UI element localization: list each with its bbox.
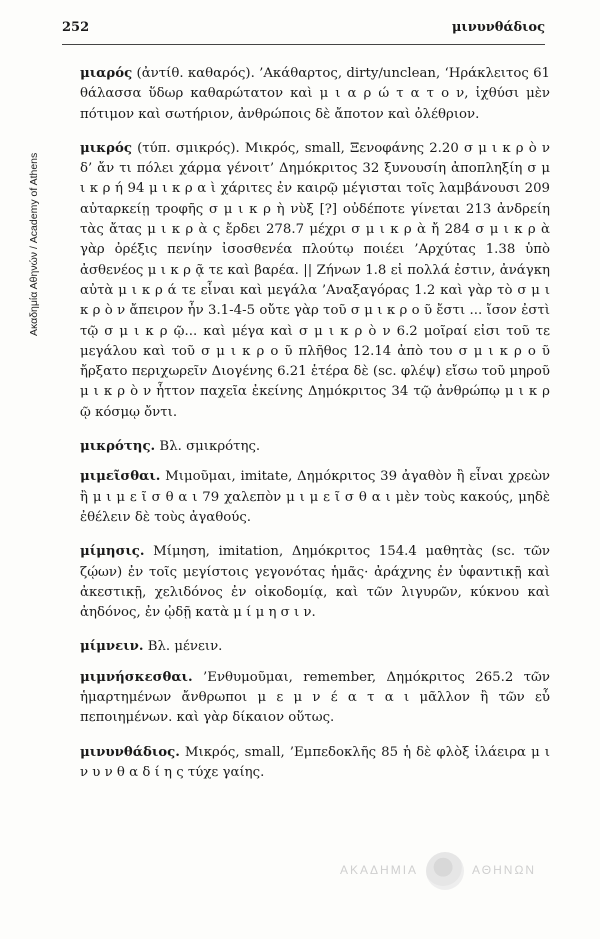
watermark-left-text: ΑΚΑΔΗΜΙΑ bbox=[340, 863, 419, 878]
dictionary-body bbox=[80, 64, 550, 797]
watermark-right-text: ΑΘΗΝΩΝ bbox=[472, 863, 537, 878]
entry-mimeisthai bbox=[80, 467, 550, 528]
entry-headword: μιαρός bbox=[80, 66, 133, 81]
entry-headword: μίμνειν. bbox=[80, 639, 144, 655]
entry-text: Μίμηση, imitation, Δημόκριτος 154.4 μαθητὰς (sc. τῶν ζῴων) ἐν τοῖς μεγίστοις γεγονότας ἡμᾶς· ἀράχνης ἐν ὑφαντικῇ καὶ ἀκεστικῇ, χελιδόνος ἐν οἰκοδομίᾳ, καὶ τῶν λιγυρῶν, κύκνου καὶ ἀηδόνος, ἐν ᾠδῇ κατὰ μ ί μ η σ ι ν. bbox=[80, 544, 550, 621]
entry-text: (ἀντίθ. καθαρός). ’Ακάθαρτος, dirty/unclean, ‘Ηράκλειτος 61 θάλασσα ὕδωρ καθαρώτατον καὶ μ ι α ρ ώ τ α τ ο ν, ἰχθύσι μὲν πότιμον καὶ σωτήριον, ἀνθρώποις δὲ ἄποτον καὶ ὀλέθριον. bbox=[80, 66, 550, 122]
entry-text: Μιμοῦμαι, imitate, Δημόκριτος 39 ἀγαθὸν ἢ εἶναι χρεὼν ἢ μ ι μ ε ῖ σ θ α ι 79 χαλεπὸν μ ι μ ε ῖ σ θ α ι μὲν τοὺς κακούς, μηδὲ ἐθέλειν δὲ τοὺς ἀγαθούς. bbox=[80, 469, 550, 525]
entry-mimneskesthai bbox=[80, 668, 550, 729]
side-credit bbox=[28, 40, 42, 340]
entry-miaros bbox=[80, 64, 550, 125]
entry-headword: μινυνθάδιος. bbox=[80, 744, 180, 760]
entry-mikrotes bbox=[80, 437, 550, 457]
entry-mimnein bbox=[80, 637, 550, 657]
entry-headword: μικρός bbox=[80, 140, 132, 156]
entry-headword: μικρότης. bbox=[80, 439, 156, 455]
entry-mimesis bbox=[80, 542, 550, 623]
entry-text: Βλ. μένειν. bbox=[147, 639, 223, 655]
entry-minynthadios bbox=[80, 743, 550, 784]
header-rule bbox=[62, 44, 545, 45]
entry-text: (τύπ. σμικρός). Μικρός, small, Ξενοφάνης 2.20 σ μ ι κ ρ ὸ ν δ’ ἄν τι πόλει χάρμα γένοιτ’ Δημόκριτος 32 ξυνουσίη ἀποπληξίη σ μ ι κ ρ ή 94 μ ι κ ρ α ὶ χάριτες ἐν καιρῷ μέγισται τοῖς λαμβάνουσι 209 αὐταρκείῃ τροφῆς σ μ ι κ ρ ὴ νὺξ [?] οὐδέποτε γίνεται 213 ἀνδρείη τὰς ἄτας μ ι κ ρ ὰ ς ἔρδει 278.7 μέχρι σ μ ι κ ρ ὰ ἤ 284 σ μ ι κ ρ ὰ γὰρ ὀρέξις πενίην ἰσοσθενέα πλούτῳ ποιέει ’Αρχύτας 1.38 ὑπὸ ἀσθενέος μ ι κ ρ ᾷ τε καὶ βαρέα. || Ζήνων 1.8 εἰ πολλά ἐστιν, ἀνάγκη αὐτὰ μ ι κ ρ ά τε εἶναι καὶ μεγάλα ’Αναξαγόρας 1.2 καὶ γὰρ τὸ σ μ ι κ ρ ὸ ν ἄπειρον ἦν 3.1-4-5 οὔτε γὰρ τοῦ σ μ ι κ ρ ο ῦ ἔστι ... ἴσον ἐστὶ τῷ σ μ ι κ ρ ῷ... καὶ μέγα καὶ σ μ ι κ ρ ὸ ν 6.2 μοῖραί εἰσι τοῦ τε μεγάλου καὶ τοῦ σ μ ι κ ρ ο ῦ πλῆθος 12.14 ἀπὸ του σ μ ι κ ρ ο ῦ ἤρξατο περιχωρεῖν Διογένης 6.21 ἑτέρα δὲ (sc. φλέψ) εἴσω τοῦ μηροῦ μ ι κ ρ ὸ ν ἧττον παχεῖα ἐκείνης Δημόκριτος 34 τῷ ἀνθρώπῳ μ ι κ ρ ῷ κόσμῳ ὄντι. bbox=[80, 140, 550, 420]
entry-headword: μίμησις. bbox=[80, 544, 145, 560]
academy-watermark bbox=[340, 852, 536, 890]
entry-text: Βλ. σμικρότης. bbox=[159, 439, 261, 455]
page-number: 252 bbox=[62, 20, 90, 35]
academy-seal-icon bbox=[426, 852, 464, 890]
entry-text: ’Ενθυμοῦμαι, remember, Δημόκριτος 265.2 τῶν ἡμαρτημένων ἄνθρωποι μ ε μ ν έ α τ α ι μᾶλλον ἢ τῶν εὖ πεποιημένων. καὶ γὰρ δίκαιον οὕτως. bbox=[80, 669, 550, 726]
running-head: μινυνθάδιος bbox=[451, 20, 545, 35]
page-header bbox=[62, 18, 545, 40]
entry-text: Μικρός, small, ’Εμπεδοκλῆς 85 ἡ δὲ φλὸξ ἱλάειρα μ ι ν υ ν θ α δ ί η ς τύχε γαίης. bbox=[80, 744, 550, 780]
entry-mikros bbox=[80, 139, 550, 423]
entry-headword: μιμνήσκεσθαι. bbox=[80, 669, 193, 685]
entry-headword: μιμεῖσθαι. bbox=[80, 469, 161, 485]
side-credit-text: Ακαδημία Αθηνών / Academy of Athens bbox=[28, 152, 40, 336]
